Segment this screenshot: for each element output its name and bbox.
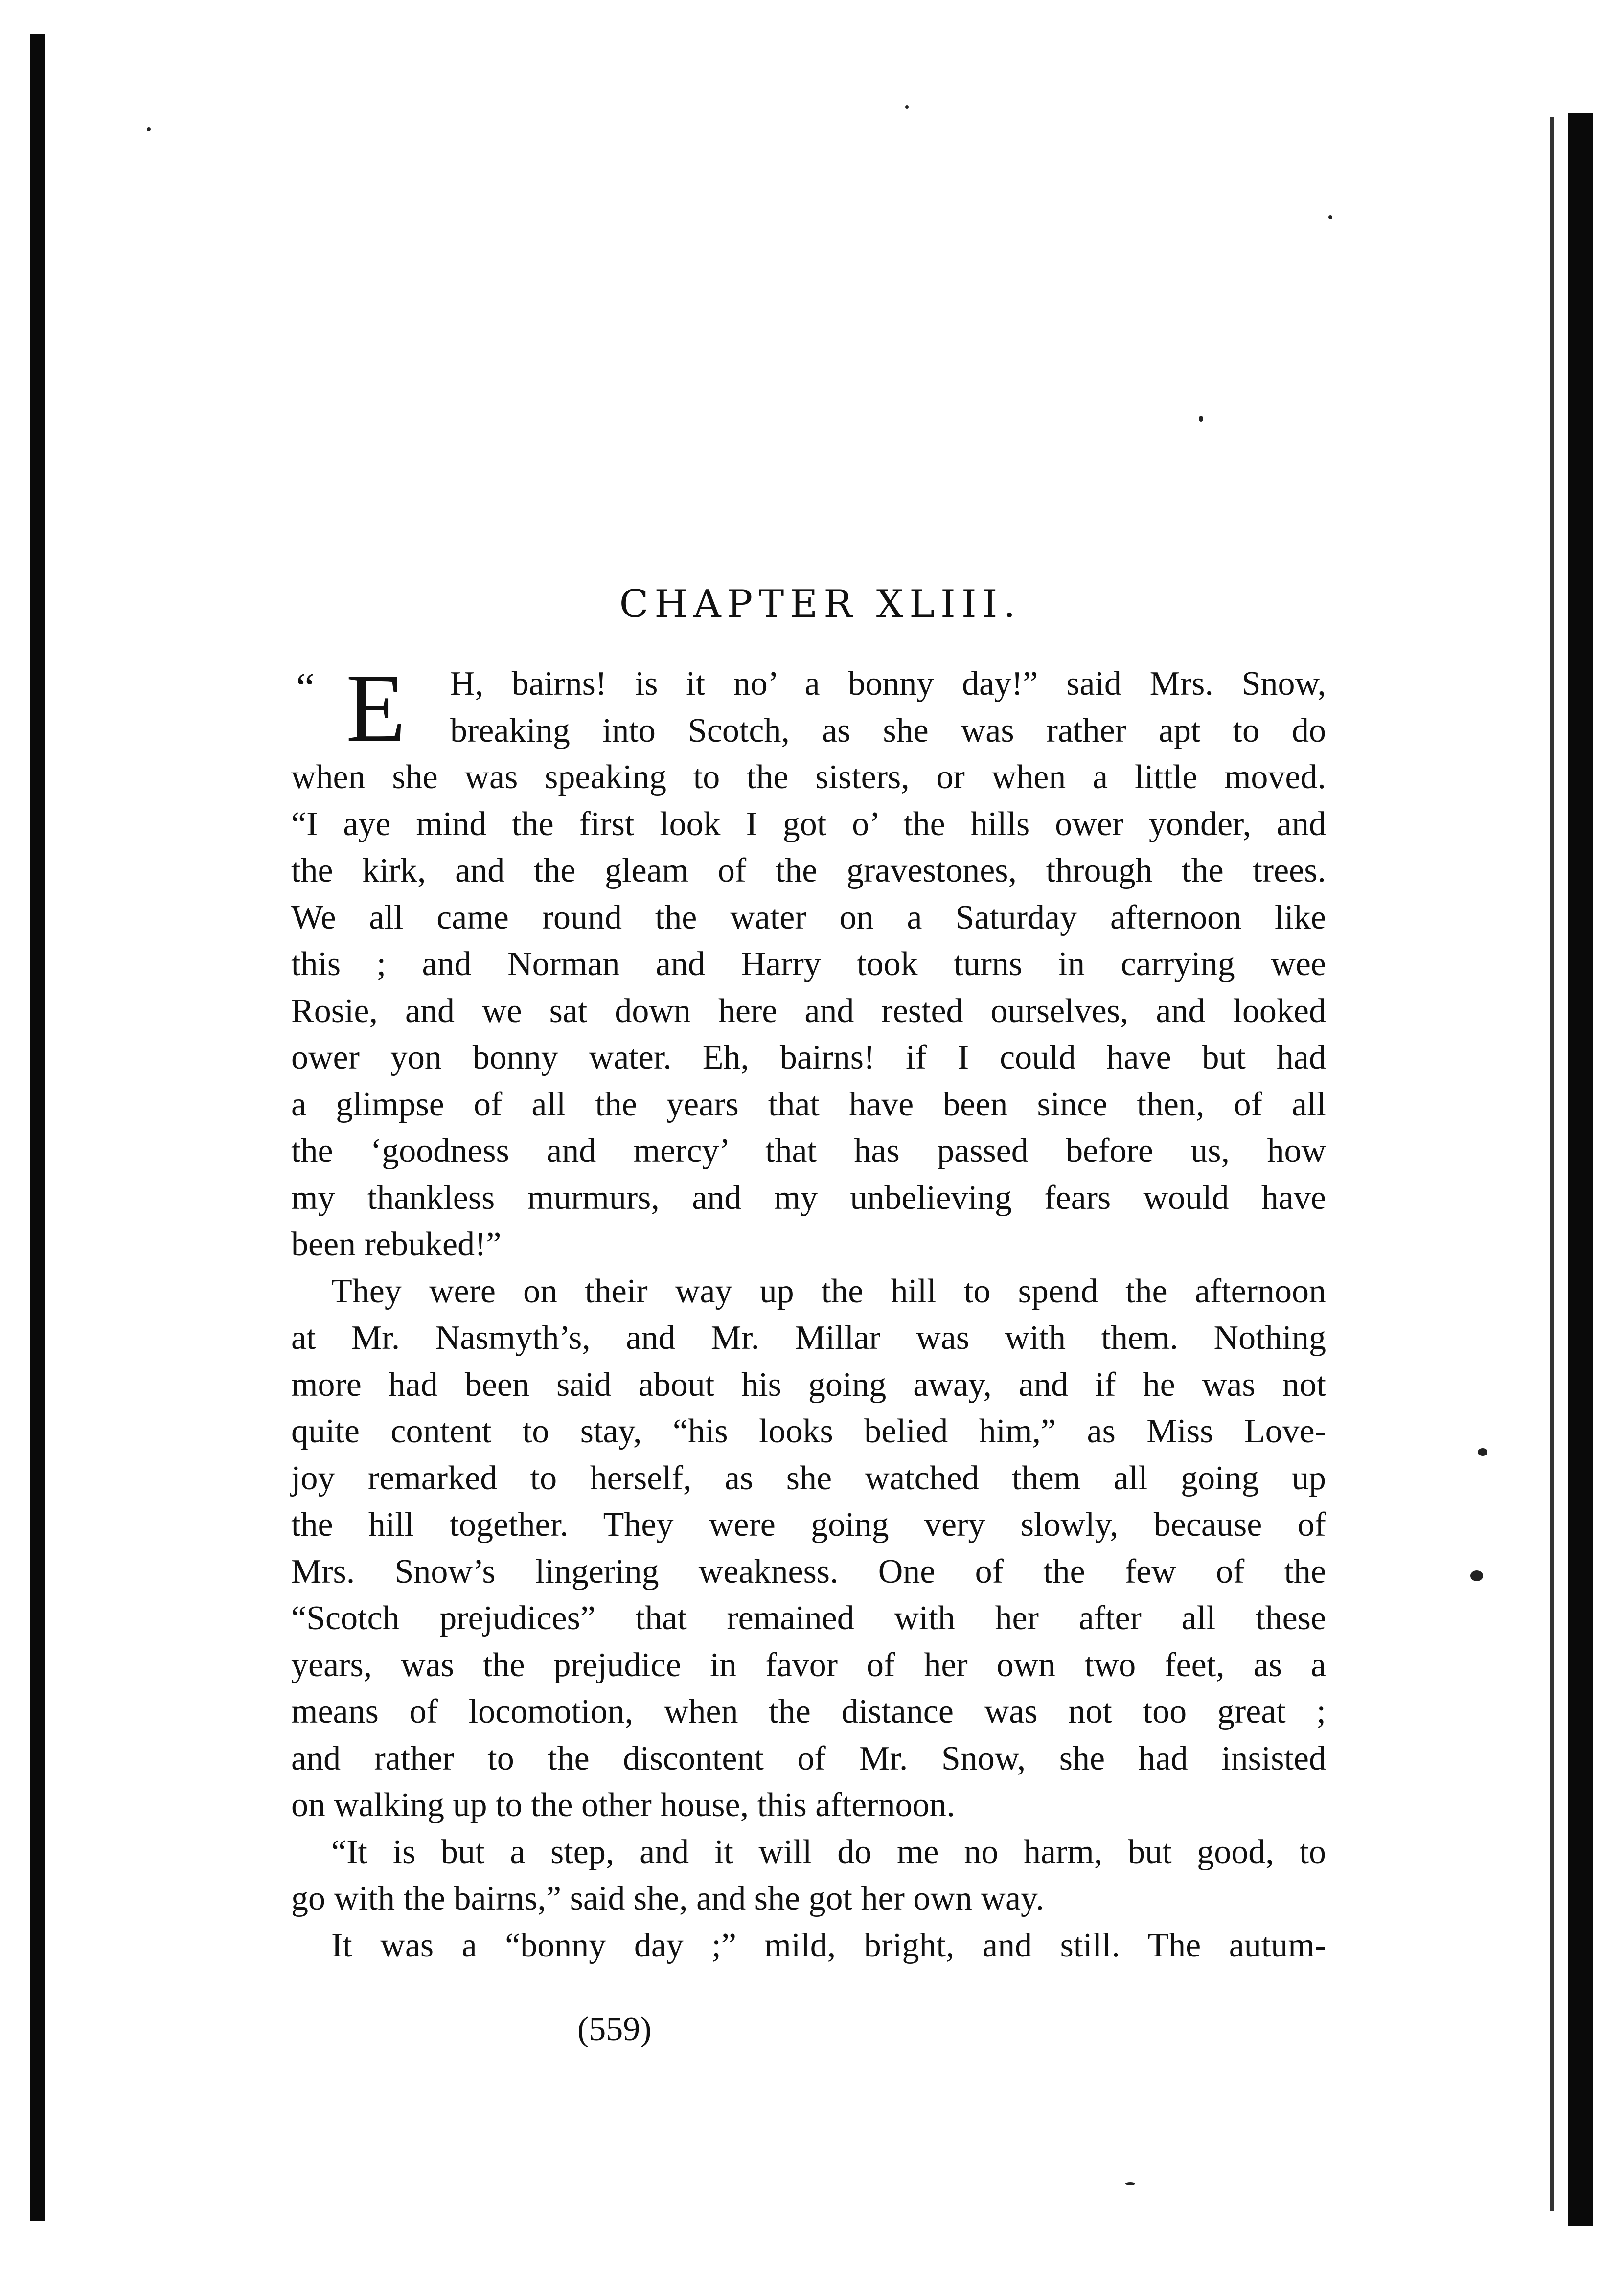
paragraph-3 (291, 1829, 1326, 1922)
scan-binding-edge-left (30, 34, 45, 2221)
paragraph-2 (291, 1268, 1326, 1829)
scan-page-shadow-right (1550, 117, 1554, 2211)
text-line: the ‘goodness and mercy’ that has passed before us, how (291, 1132, 1326, 1170)
text-line: a glimpse of all the years that have been since then, of all (291, 1085, 1326, 1123)
paragraph-1 (291, 654, 1326, 1268)
scan-speck (1478, 1448, 1487, 1456)
scan-speck (1125, 2182, 1135, 2185)
page-number: (559) (577, 2010, 652, 2048)
text-line: joy remarked to herself, as she watched them all going up (291, 1459, 1326, 1497)
text-line: on walking up to the other house, this afternoon. (291, 1786, 955, 1824)
text-line: “I aye mind the first look I got o’ the hills ower yonder, and (291, 805, 1326, 843)
text-line: We all came round the water on a Saturday afternoon like (291, 898, 1326, 936)
text-line: and rather to the discontent of Mr. Snow, she had insisted (291, 1739, 1326, 1777)
text-line: go with the bairns,” said she, and she got her own way. (291, 1880, 1045, 1917)
text-line: years, was the prejudice in favor of her own two feet, as a (291, 1646, 1326, 1684)
scan-speck (1470, 1570, 1483, 1581)
text-line: Mrs. Snow’s lingering weakness. One of the few of the (291, 1552, 1326, 1591)
scan-speck (1328, 215, 1332, 219)
text-line: ower yon bonny water. Eh, bairns! if I could have but had (291, 1039, 1326, 1076)
scan-speck (1199, 416, 1203, 422)
text-line: been rebuked!” (291, 1226, 502, 1263)
scan-speck (905, 105, 909, 109)
text-line: at Mr. Nasmyth’s, and Mr. Millar was with them. Nothing (291, 1319, 1326, 1357)
opening-quote-mark: “ (296, 664, 315, 711)
page-text-block (291, 582, 1326, 1969)
text-line: this ; and Norman and Harry took turns in carrying wee (291, 945, 1326, 983)
text-line: It was a “bonny day ;” mild, bright, and still. The autum- (331, 1926, 1326, 1964)
chapter-heading: CHAPTER XLIII. (619, 582, 1022, 626)
text-line: the hill together. They were going very slowly, because of (291, 1506, 1326, 1544)
text-line: breaking into Scotch, as she was rather apt to do (450, 711, 1326, 750)
text-line: “Scotch prejudices” that remained with her after all these (291, 1599, 1326, 1637)
text-line: H, bairns! is it no’ a bonny day!” said Mrs. Snow, (450, 665, 1326, 703)
text-line: when she was speaking to the sisters, or when a little moved. (291, 758, 1326, 796)
text-line: my thankless murmurs, and my unbelieving fears would have (291, 1179, 1326, 1217)
text-line: means of locomotion, when the distance was not too great ; (291, 1693, 1326, 1730)
text-line: the kirk, and the gleam of the gravestones, through the trees. (291, 852, 1326, 889)
paragraph-4 (291, 1922, 1326, 1969)
paragraph-text (291, 654, 1326, 1268)
text-line: quite content to stay, “his looks belied him,” as Miss Love- (291, 1412, 1326, 1450)
text-line: They were on their way up the hill to spend the afternoon (331, 1272, 1326, 1310)
text-line: Rosie, and we sat down here and rested ourselves, and looked (291, 992, 1326, 1030)
scan-page-edge-right (1568, 113, 1593, 2226)
drop-cap-letter: E (346, 654, 406, 762)
text-line: more had been said about his going away, and if he was not (291, 1365, 1326, 1404)
scan-speck (147, 127, 151, 131)
text-line: “It is but a step, and it will do me no harm, but good, to (331, 1833, 1326, 1871)
